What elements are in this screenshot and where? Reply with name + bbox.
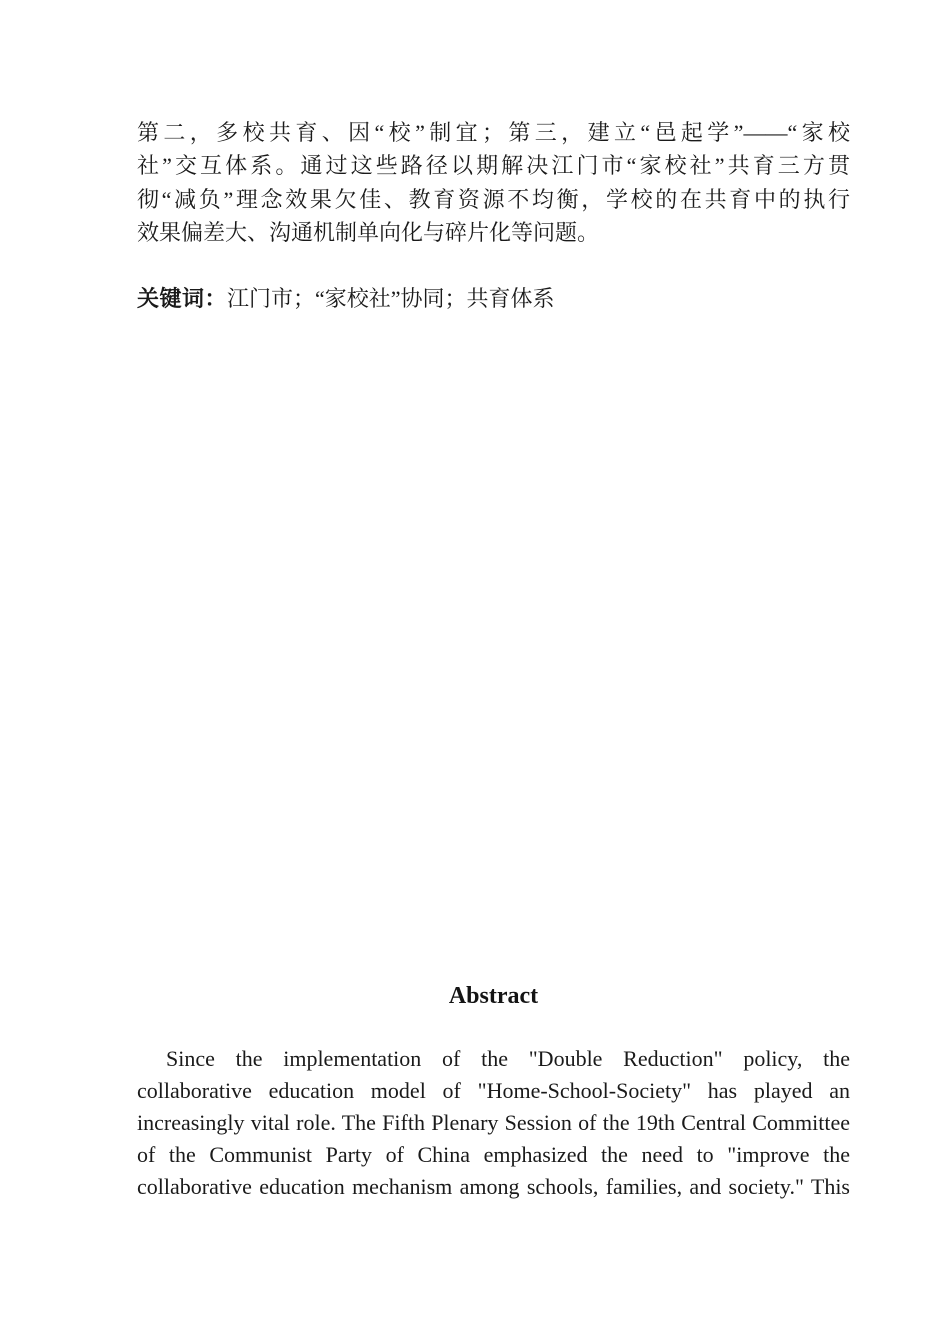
keywords-text: 江门市；“家校社”协同；共育体系 [227,286,555,311]
english-abstract-paragraph [137,1043,850,1203]
keywords-label: 关键词： [137,286,228,311]
abstract-heading: Abstract [448,983,539,1009]
paragraph-line: 效果偏差大、沟通机制单向化与碎片化等问题。 [137,220,600,246]
paragraph-line: 社”交互体系。通过这些路径以期解决江门市“家校社”共育三方贯 [137,153,850,179]
paragraph-line: increasingly vital role. The Fifth Plenary Session of the 19th Central Committee [137,1110,850,1135]
paragraph-line: Since the implementation of the "Double Reduction" policy, the [166,1046,850,1071]
paragraph-line: collaborative education model of "Home-School-Society" has played an [137,1078,850,1103]
paragraph-line: 彻“减负”理念效果欠佳、教育资源不均衡，学校的在共育中的执行 [137,186,850,212]
paragraph-line: of the Communist Party of China emphasized the need to "improve the [137,1142,850,1167]
paragraph-line: collaborative education mechanism among schools, families, and society." This [137,1174,850,1199]
paragraph-line: 第二，多校共育、因“校”制宜；第三，建立“邑起学”——“家校 [137,120,850,145]
chinese-summary-paragraph [137,116,850,250]
keywords-line [137,282,850,315]
